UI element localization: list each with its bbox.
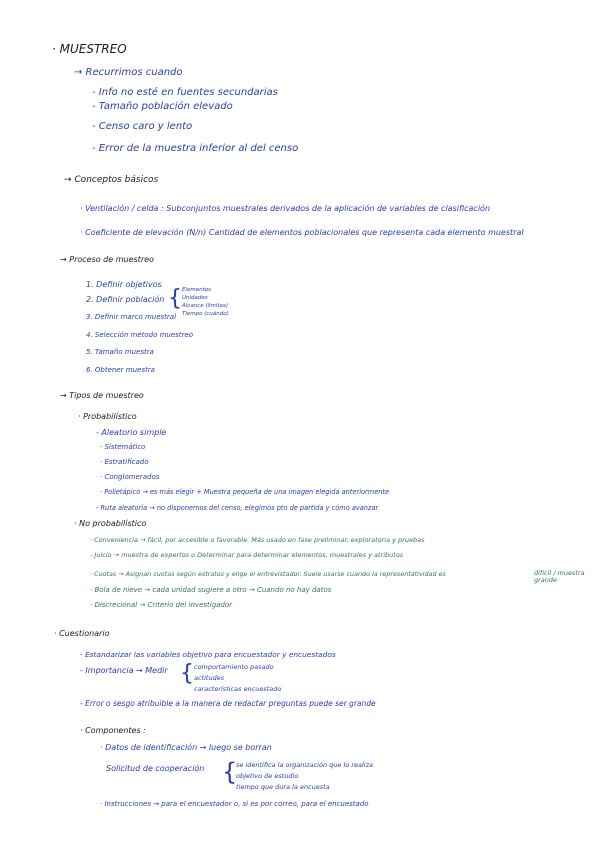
sub-item: Elementos [182, 287, 212, 293]
section-title-tipos: → Tipos de muestreo [60, 391, 144, 400]
list-item: - Aleatorio simple [96, 428, 167, 437]
step-item: 5. Tamaño muestra [86, 348, 154, 356]
list-item: - Info no esté en fuentes secundarias [92, 87, 278, 98]
list-item: · Coeficiente de elevación (N/n) Cantidad de elementos poblacionales que representa cada elemento muestral [80, 228, 524, 237]
list-item: - Error o sesgo atribuible a la manera de redactar preguntas puede ser grande [80, 699, 376, 708]
sub-item: Tiempo (cuándo) [182, 311, 229, 317]
list-item: · Cuotas → Asignan cuotas según estratos y elige el entrevistador. Suele usarse cuando la representatividad es [90, 570, 446, 578]
list-item: Solicitud de cooperación [106, 764, 205, 773]
list-item: · Polietápico → es más elegir + Muestra pequeña de una imagen elegida anteriormente [100, 488, 390, 496]
list-item: - Error de la muestra inferior al del censo [92, 143, 299, 154]
section-title-conceptos: → Conceptos básicos [64, 175, 159, 185]
section-title-cuestionario: · Cuestionario [54, 629, 110, 638]
sub-item: objetivo de estudio [236, 772, 299, 780]
step-item: 4. Selección método muestreo [86, 331, 194, 339]
step-item: 2. Definir población [86, 295, 165, 304]
list-item: - Importancia → Medir [80, 666, 168, 675]
list-item: · Bola de nieve → cada unidad sugiere a otro → Cuando no hay datos [90, 586, 332, 594]
list-item: - Ruta aleatoria → no disponemos del censo, elegimos pto de partida y cómo avanzar [96, 504, 379, 512]
list-item: · Discrecional → Criterio del investigador [90, 601, 233, 609]
brace-icon: { [180, 661, 194, 686]
subsection-title-componentes: · Componentes : [80, 726, 146, 735]
list-item: - Tamaño población elevado [92, 101, 233, 112]
side-note: difícil / muestra grande [534, 569, 585, 584]
list-item: · Ventilación / celda : Subconjuntos muestrales derivados de la aplicación de variables de clasificación [80, 204, 491, 213]
list-item: · Datos de identificación → luego se borran [100, 743, 272, 752]
list-item: · Estratificado [100, 458, 149, 466]
list-item: - Estandarizar las variables objetivo para encuestador y encuestados [80, 650, 336, 659]
sub-item: actitudes [194, 674, 225, 682]
sub-item: características encuestado [194, 685, 282, 693]
subsection-title-probabilistico: · Probabilístico [78, 412, 137, 421]
list-item: - Censo caro y lento [92, 121, 193, 132]
section-title-proceso: → Proceso de muestreo [60, 255, 154, 264]
sub-item: tiempo que dura la encuesta [236, 783, 330, 791]
subsection-title-no-probabilistico: · No probabilístico [74, 519, 147, 528]
brace-icon: { [222, 758, 238, 786]
list-item: · Sistemático [100, 443, 146, 451]
list-item: · Conveniencia → fácil, por accesible o favorable. Más usado en fase preliminar, exploratoria y pruebas [90, 536, 425, 544]
list-item: - Juicio → muestra de expertos o Determinar para determinar elementos, muestrales y atributos [90, 551, 404, 559]
sub-item: se identifica la organización que lo realiza [236, 761, 373, 769]
list-item: · Conglomerados [100, 473, 160, 481]
sub-item: comportamiento pasado [194, 663, 274, 671]
step-item: 6. Obtener muestra [86, 366, 155, 374]
step-item: 3. Definir marco muestral [86, 313, 177, 321]
step-item: 1. Definir objetivos [86, 280, 162, 289]
brace-icon: { [168, 286, 182, 311]
sub-item: Unidades [182, 295, 208, 301]
section-title-muestreo: · MUESTREO [52, 42, 127, 56]
sub-item: Alcance (límites) [182, 303, 228, 309]
list-item: · Instrucciones → para el encuestador o, si es por correo, para el encuestado [100, 800, 369, 808]
recurrimos-heading: → Recurrimos cuando [74, 67, 183, 78]
